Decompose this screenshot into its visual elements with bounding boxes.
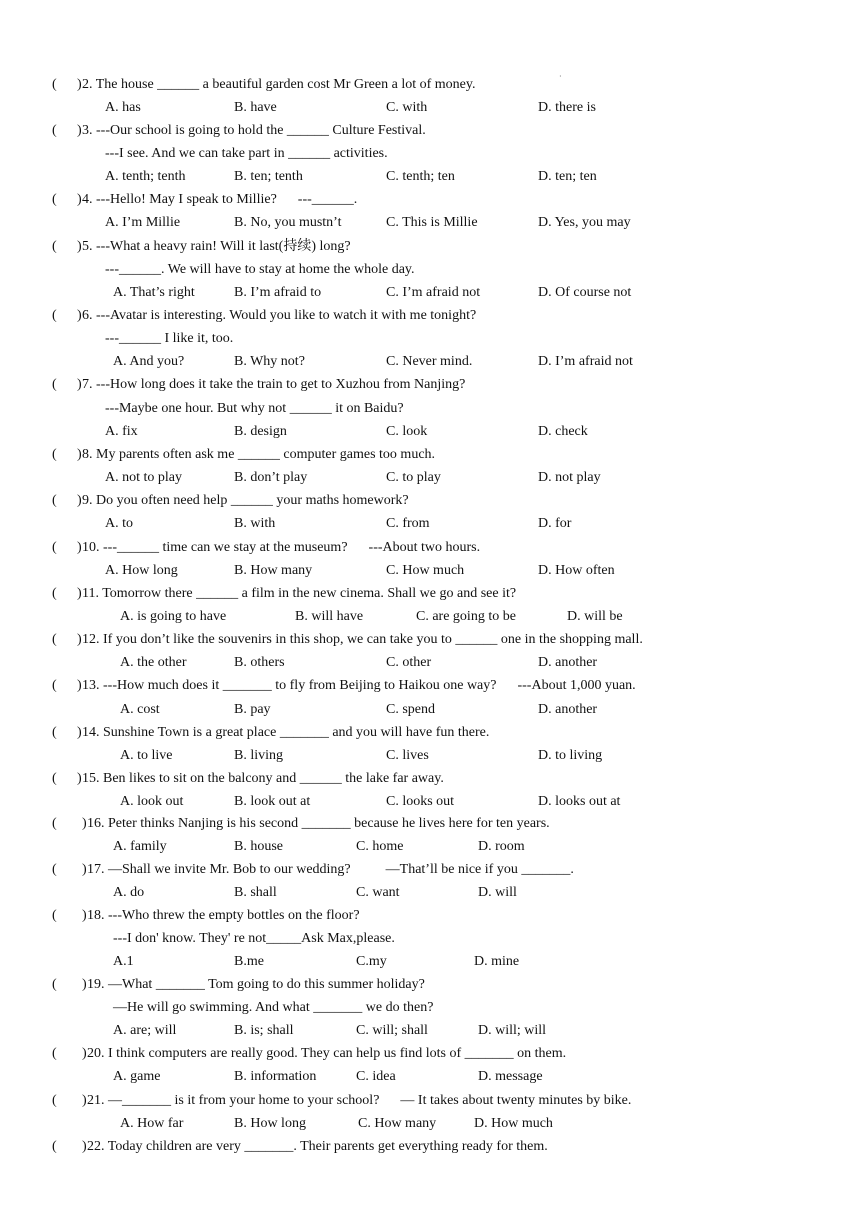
- answer-bracket: (: [52, 1138, 57, 1154]
- answer-bracket-close: ): [77, 446, 82, 462]
- answer-option[interactable]: D. Of course not: [538, 284, 632, 300]
- question-text: 9. Do you often need help ______ your maths homework?: [82, 493, 409, 509]
- question-text: 16. Peter thinks Nanjing is his second _______ because he lives here for ten years.: [87, 816, 550, 832]
- answer-option[interactable]: A. not to play: [105, 470, 182, 486]
- stray-mark: ·: [559, 72, 562, 81]
- question-reply-line: ---______ I like it, too.: [105, 331, 234, 347]
- answer-bracket-close: ): [82, 862, 87, 878]
- answer-bracket-close: ): [77, 632, 82, 648]
- answer-option[interactable]: C. to play: [386, 470, 441, 486]
- answer-bracket: (: [52, 862, 57, 878]
- answer-bracket-close: ): [77, 238, 82, 254]
- answer-bracket: (: [52, 76, 57, 92]
- answer-option[interactable]: A. is going to have: [120, 608, 227, 624]
- answer-option[interactable]: A. How long: [105, 562, 178, 578]
- answer-option[interactable]: D. not play: [538, 470, 601, 486]
- answer-option[interactable]: C. lives: [386, 747, 429, 763]
- answer-bracket: (: [52, 238, 57, 254]
- answer-option[interactable]: B. with: [234, 516, 276, 532]
- question-text: 5. ---What a heavy rain! Will it last(持续) long?: [82, 238, 351, 254]
- answer-bracket-close: ): [77, 585, 82, 601]
- answer-option[interactable]: A. the other: [120, 655, 187, 671]
- answer-option[interactable]: D. to living: [538, 747, 603, 763]
- answer-option[interactable]: B. is; shall: [234, 1023, 294, 1039]
- answer-option[interactable]: D. for: [538, 516, 572, 532]
- answer-option[interactable]: D. How often: [538, 562, 615, 578]
- question-text: 19. —What _______ Tom going to do this summer holiday?: [87, 976, 425, 992]
- answer-bracket: (: [52, 724, 57, 740]
- answer-option[interactable]: B. How long: [234, 1115, 306, 1131]
- answer-option[interactable]: A. game: [113, 1069, 161, 1085]
- answer-option[interactable]: D. looks out at: [538, 794, 621, 810]
- answer-option[interactable]: C. look: [386, 423, 428, 439]
- question-text: 2. The house ______ a beautiful garden cost Mr Green a lot of money.: [82, 76, 476, 92]
- answer-option[interactable]: C. spend: [386, 701, 435, 717]
- question-reply-line: ---I see. And we can take part in ______ activities.: [105, 145, 388, 161]
- answer-bracket-close: ): [77, 493, 82, 509]
- answer-option[interactable]: D. mine: [474, 954, 520, 970]
- answer-option[interactable]: A. has: [105, 99, 141, 115]
- question-text: 6. ---Avatar is interesting. Would you like to watch it with me tonight?: [82, 308, 477, 323]
- answer-option[interactable]: D. another: [538, 701, 598, 717]
- answer-bracket-close: ): [82, 1046, 87, 1062]
- answer-option[interactable]: D. another: [538, 655, 598, 671]
- answer-option[interactable]: C. with: [386, 99, 428, 115]
- answer-option[interactable]: B. will have: [295, 608, 364, 624]
- answer-option[interactable]: B. living: [234, 747, 284, 763]
- answer-option[interactable]: D. room: [478, 839, 525, 855]
- answer-bracket: (: [52, 976, 57, 992]
- answer-option[interactable]: D. Yes, you may: [538, 215, 631, 231]
- question-reply-line: ---I don' know. They' re not_____Ask Max,please.: [113, 931, 395, 947]
- answer-bracket: (: [52, 585, 57, 601]
- answer-option[interactable]: C. other: [386, 655, 432, 671]
- answer-bracket: (: [52, 539, 57, 555]
- question-text: 12. If you don’t like the souvenirs in this shop, we can take you to ______ one in the shopping mall.: [82, 632, 643, 648]
- answer-option[interactable]: A. I’m Millie: [105, 215, 181, 231]
- question-text: 22. Today children are very _______. Their parents get everything ready for them.: [87, 1138, 548, 1154]
- answer-bracket-close: ): [77, 678, 82, 694]
- answer-bracket: (: [52, 308, 57, 323]
- answer-bracket-close: ): [77, 308, 82, 323]
- question-text: 10. ---______ time can we stay at the museum? ---About two hours.: [82, 539, 481, 555]
- answer-option[interactable]: C. This is Millie: [386, 215, 478, 231]
- answer-option[interactable]: B. information: [234, 1069, 317, 1085]
- answer-option[interactable]: B. look out at: [234, 794, 311, 810]
- answer-bracket: (: [52, 493, 57, 509]
- answer-bracket-close: ): [82, 816, 87, 832]
- answer-bracket: (: [52, 816, 57, 832]
- question-text: 7. ---How long does it take the train to get to Xuzhou from Nanjing?: [82, 377, 466, 393]
- answer-option[interactable]: B. house: [234, 839, 283, 855]
- answer-bracket-close: ): [77, 539, 82, 555]
- answer-option[interactable]: C. How much: [386, 562, 465, 578]
- answer-option[interactable]: B. pay: [234, 701, 271, 717]
- answer-option[interactable]: D. message: [478, 1069, 543, 1085]
- answer-option[interactable]: D. I’m afraid not: [538, 354, 633, 370]
- answer-bracket: (: [52, 1092, 57, 1108]
- answer-option[interactable]: B. shall: [234, 885, 277, 901]
- answer-option[interactable]: A. are; will: [113, 1023, 177, 1039]
- answer-option[interactable]: C. looks out: [386, 794, 455, 810]
- answer-option[interactable]: A. tenth; tenth: [105, 169, 186, 185]
- answer-option[interactable]: B. Why not?: [234, 354, 305, 370]
- answer-option[interactable]: D. will; will: [478, 1023, 547, 1039]
- answer-option[interactable]: A. fix: [105, 423, 138, 439]
- answer-bracket: (: [52, 771, 57, 786]
- answer-option[interactable]: D. check: [538, 423, 588, 439]
- answer-bracket: (: [52, 678, 57, 694]
- answer-bracket-close: ): [82, 1092, 87, 1108]
- answer-option[interactable]: C. home: [356, 839, 404, 855]
- answer-bracket-close: ): [77, 122, 82, 138]
- answer-option[interactable]: C. want: [356, 885, 400, 901]
- question-text: 17. —Shall we invite Mr. Bob to our wedding? —That’ll be nice if you _______.: [87, 862, 574, 878]
- question-text: 18. ---Who threw the empty bottles on the floor?: [87, 907, 360, 923]
- answer-option[interactable]: A. look out: [120, 794, 184, 810]
- answer-bracket-close: ): [77, 377, 82, 393]
- answer-bracket-close: ): [82, 907, 87, 923]
- answer-option[interactable]: A. to: [105, 516, 133, 532]
- answer-option[interactable]: A. How far: [120, 1115, 184, 1131]
- question-text: 3. ---Our school is going to hold the ______ Culture Festival.: [82, 122, 426, 138]
- answer-option[interactable]: A. That’s right: [113, 284, 195, 300]
- answer-option[interactable]: C. from: [386, 516, 430, 532]
- answer-option[interactable]: C.my: [356, 954, 387, 970]
- answer-option[interactable]: C. How many: [358, 1115, 437, 1131]
- question-reply-line: ---Maybe one hour. But why not ______ it on Baidu?: [105, 400, 404, 416]
- answer-bracket-close: ): [77, 771, 82, 786]
- answer-option[interactable]: B. don’t play: [234, 470, 308, 486]
- answer-option[interactable]: B. ten; tenth: [234, 169, 303, 185]
- answer-option[interactable]: D. ten; ten: [538, 169, 597, 185]
- answer-option[interactable]: D. will: [478, 885, 517, 901]
- answer-option[interactable]: A. And you?: [113, 354, 185, 370]
- question-reply-line: ---______. We will have to stay at home the whole day.: [105, 261, 415, 277]
- answer-option[interactable]: A. family: [113, 839, 167, 855]
- answer-option[interactable]: C. will; shall: [356, 1023, 428, 1039]
- answer-bracket: (: [52, 907, 57, 923]
- answer-bracket: (: [52, 632, 57, 648]
- answer-bracket-close: ): [82, 1138, 87, 1154]
- question-reply-line: —He will go swimming. And what _______ we do then?: [113, 1000, 434, 1015]
- answer-bracket: (: [52, 122, 57, 138]
- answer-option[interactable]: B. others: [234, 655, 285, 671]
- answer-option[interactable]: B. I’m afraid to: [234, 284, 322, 300]
- answer-bracket: (: [52, 446, 57, 462]
- question-text: 20. I think computers are really good. They can help us find lots of _______ on them.: [87, 1046, 567, 1062]
- answer-option[interactable]: B. How many: [234, 562, 313, 578]
- answer-option[interactable]: A. cost: [120, 701, 160, 717]
- answer-option[interactable]: D. there is: [538, 99, 596, 115]
- answer-option[interactable]: C. Never mind.: [386, 354, 473, 370]
- answer-option[interactable]: C. tenth; ten: [386, 169, 455, 185]
- answer-option[interactable]: C. are going to be: [416, 608, 516, 624]
- answer-option[interactable]: D. will be: [567, 608, 623, 624]
- answer-option[interactable]: A. to live: [120, 747, 173, 763]
- answer-option[interactable]: A.1: [113, 954, 134, 970]
- question-text: 14. Sunshine Town is a great place _______ and you will have fun there.: [82, 724, 490, 740]
- answer-option[interactable]: C. idea: [356, 1069, 396, 1085]
- answer-bracket-close: ): [77, 76, 82, 92]
- question-text: 21. —_______ is it from your home to your school? — It takes about twenty minutes by bike.: [87, 1092, 632, 1108]
- answer-bracket-close: ): [82, 976, 87, 992]
- answer-bracket: (: [52, 1046, 57, 1062]
- answer-bracket-close: ): [77, 724, 82, 740]
- answer-bracket: (: [52, 192, 57, 208]
- question-text: 13. ---How much does it _______ to fly from Beijing to Haikou one way? ---About 1,000 yuan.: [82, 678, 636, 694]
- question-text: 4. ---Hello! May I speak to Millie? ---______.: [82, 192, 358, 208]
- question-text: 15. Ben likes to sit on the balcony and ______ the lake far away.: [82, 771, 444, 786]
- answer-option[interactable]: B. design: [234, 423, 287, 439]
- answer-option[interactable]: B. have: [234, 99, 277, 115]
- answer-option[interactable]: A. do: [113, 885, 145, 901]
- answer-bracket: (: [52, 377, 57, 393]
- answer-option[interactable]: C. I’m afraid not: [386, 284, 481, 300]
- question-text: 11. Tomorrow there ______ a film in the new cinema. Shall we go and see it?: [82, 585, 517, 601]
- answer-option[interactable]: B.me: [234, 954, 264, 970]
- answer-bracket-close: ): [77, 192, 82, 208]
- answer-option[interactable]: B. No, you mustn’t: [234, 215, 342, 231]
- answer-option[interactable]: D. How much: [474, 1115, 553, 1131]
- question-text: 8. My parents often ask me ______ computer games too much.: [82, 446, 436, 462]
